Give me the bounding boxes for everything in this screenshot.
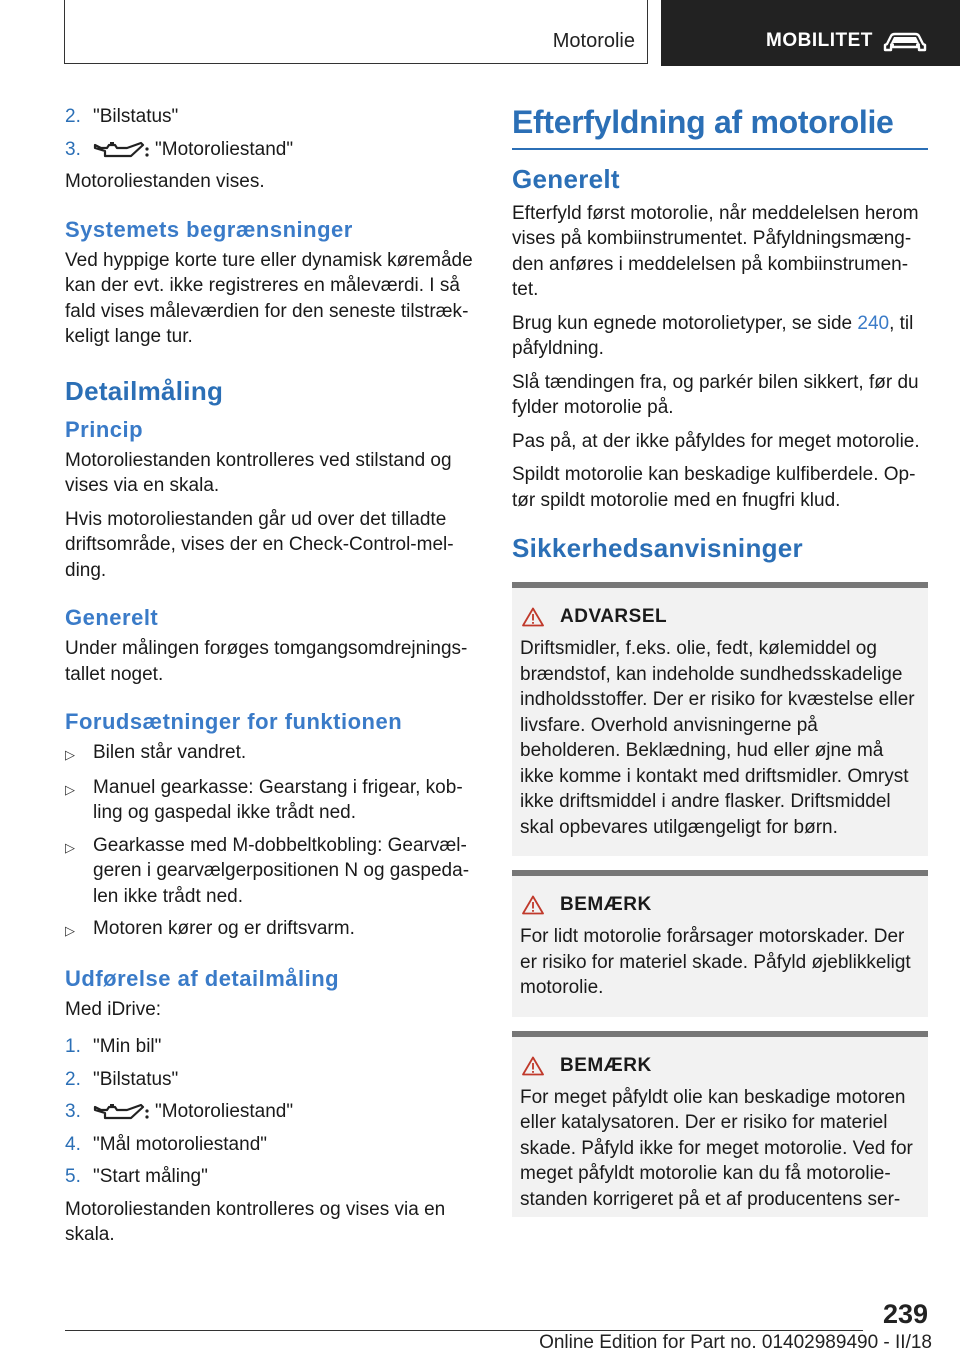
warning-box-bemaerk-2: [512, 1031, 928, 1217]
heading-forudsaetninger: Forudsætninger for funktionen: [65, 709, 403, 734]
footer-rule: [65, 1330, 863, 1331]
header-chapter-label: MOBILITET: [766, 30, 873, 51]
paragraph: Under målingen forøges tomgangsomdrejningstallet noget.: [65, 638, 468, 685]
header-chapter-tab: [661, 0, 960, 66]
numbered-list-steps: [65, 1034, 475, 1190]
list-number: 3.: [65, 138, 81, 160]
paragraph: Med iDrive:: [65, 998, 162, 1020]
list-number: 1.: [65, 1036, 81, 1057]
paragraph: Ved hyppige korte ture eller dynamisk køremåde kan der evt. ikke registreres en måleværdi. I så fald vises måleværdien for den seneste tilstrækkeligt lange tur.: [65, 249, 473, 347]
list-item: [65, 137, 475, 163]
bullet-item: [65, 740, 475, 768]
list-number: 2.: [65, 106, 81, 127]
bullet-text: Manuel gearkasse: Gearstang i frigear, kobling og gaspedal ikke trådt ned.: [93, 776, 463, 823]
warning-triangle-icon: [522, 895, 544, 915]
footer-edition: Online Edition for Part no. 01402989490 - II/18: [539, 1332, 932, 1353]
page-header: [0, 0, 960, 66]
right-column: [512, 102, 928, 1231]
bullet-text: Motoren kører og er driftsvarm.: [93, 918, 355, 939]
warning-triangle-icon: [522, 1056, 544, 1076]
left-column: [65, 104, 475, 1248]
list-item: [65, 1067, 475, 1093]
triangle-bullet-icon: ▷: [65, 747, 75, 762]
bullet-text: Bilen står vandret.: [93, 742, 247, 763]
bullet-item: [65, 833, 475, 910]
list-text: "Min bil": [93, 1036, 162, 1057]
list-item: [65, 1099, 475, 1125]
heading-detailmaling: Detailmåling: [65, 375, 224, 406]
warning-label: BEMÆRK: [560, 1054, 652, 1076]
list-text: "Bilstatus": [93, 1068, 179, 1090]
warning-header: [520, 1055, 920, 1077]
list-item: [65, 1164, 475, 1190]
paragraph: Slå tændingen fra, og parkér bilen sikkert, før du fylder motorolie på.: [512, 371, 919, 418]
bullet-text: Gearkasse med M-dobbeltkobling: Gearvælgeren i gearvælgerpositionen N og gaspedalen ikke trådt ned.: [93, 834, 470, 907]
page-title: Efterfyldning af motorolie: [512, 104, 894, 140]
triangle-bullet-icon: ▷: [65, 923, 75, 938]
warning-box-bemaerk: [512, 870, 928, 1017]
bullet-list: [65, 740, 475, 944]
bullet-item: [65, 775, 475, 826]
list-text: "Bilstatus": [93, 106, 179, 127]
page-reference-link[interactable]: 240: [857, 312, 890, 334]
triangle-bullet-icon: ▷: [65, 839, 75, 855]
oil-can-icon: [93, 139, 149, 159]
page-number: 239: [882, 1299, 928, 1329]
warning-label: ADVARSEL: [560, 606, 668, 627]
heading-generelt-left: Generelt: [65, 605, 159, 630]
warning-header: [520, 894, 920, 916]
list-item: [65, 1132, 475, 1158]
numbered-list-top: [65, 104, 475, 162]
warning-text: For lidt motorolie forårsager motorskader. Der er risiko for materiel skade. Påfyld øjeblikkeligt motorolie.: [520, 926, 911, 998]
oil-can-icon: [93, 1101, 149, 1121]
bullet-item: [65, 916, 475, 944]
warning-text: Driftsmidler, f.eks. olie, fedt, kølemiddel og brændstof, kan indeholde sundhedsskadelige indholdsstoffer. Der er risiko for kvæstelse eller livsfare. Overhold anvisningerne på beholderen. Beklædning, hud eller øjne må ikke komme i kontakt med driftsmidler. Omryst ikke driftsmiddel i andre flasker. Driftsmiddel skal opbevares utilgængeligt for børn.: [520, 638, 915, 838]
paragraph: Efterfyld først motorolie, når meddelelsen herom vises på kombiinstrumentet. Påfyldningsmængden anføres i meddelelsen på kombiinstrumentet.: [512, 202, 919, 300]
heading-systemets: Systemets begrænsninger: [65, 216, 353, 242]
paragraph: Pas på, at der ikke påfyldes for meget motorolie.: [512, 430, 920, 452]
warning-header: [520, 606, 920, 628]
warning-box-advarsel: [512, 582, 928, 856]
list-text: "Mål motoroliestand": [93, 1133, 268, 1155]
triangle-bullet-icon: ▷: [65, 781, 75, 797]
paragraph: Motoroliestanden kontrolleres og vises via en skala.: [65, 1198, 446, 1245]
heading-princip: Princip: [65, 416, 144, 442]
header-section-title: Motorolie: [552, 30, 635, 52]
paragraph-text: , til påfyldning.: [512, 312, 914, 359]
paragraph: Spildt motorolie kan beskadige kulfiberdele. Optør spildt motorolie med en fnugfri klud.: [512, 464, 916, 511]
list-text: "Motoroliestand": [155, 138, 294, 160]
paragraph: [512, 311, 928, 362]
list-number: 5.: [65, 1166, 81, 1187]
car-icon: [883, 30, 927, 52]
paragraph-text: Brug kun egnede motorolietyper, se side: [512, 312, 858, 334]
list-number: 4.: [65, 1133, 81, 1155]
paragraph: Motoroliestanden vises.: [65, 171, 265, 192]
paragraph: Motoroliestanden kontrolleres ved stilstand og vises via en skala.: [65, 449, 452, 496]
list-text: "Start måling": [93, 1166, 208, 1187]
heading-sikkerhedsanvisninger: Sikkerhedsanvisninger: [512, 533, 803, 563]
list-number: 2.: [65, 1068, 81, 1090]
title-rule: [512, 148, 928, 150]
list-number: 3.: [65, 1101, 81, 1122]
list-item: [65, 1034, 475, 1060]
warning-label: BEMÆRK: [560, 894, 652, 915]
paragraph: Hvis motoroliestanden går ud over det tilladte driftsområde, vises der en Check-Control-melding.: [65, 508, 454, 581]
heading-generelt-right: Generelt: [512, 163, 620, 194]
warning-text: For meget påfyldt olie kan beskadige motoren eller katalysatoren. Der er risiko for materiel skade. Påfyld ikke for meget motorolie. Ved for meget påfyldt motorolie kan du få motoroliestanden korrigeret på et af producentens ser-: [520, 1086, 913, 1210]
list-item: [65, 104, 475, 130]
list-text: "Motoroliestand": [155, 1101, 294, 1122]
heading-udforelse: Udførelse af detailmåling: [65, 965, 340, 991]
warning-triangle-icon: [522, 607, 544, 627]
